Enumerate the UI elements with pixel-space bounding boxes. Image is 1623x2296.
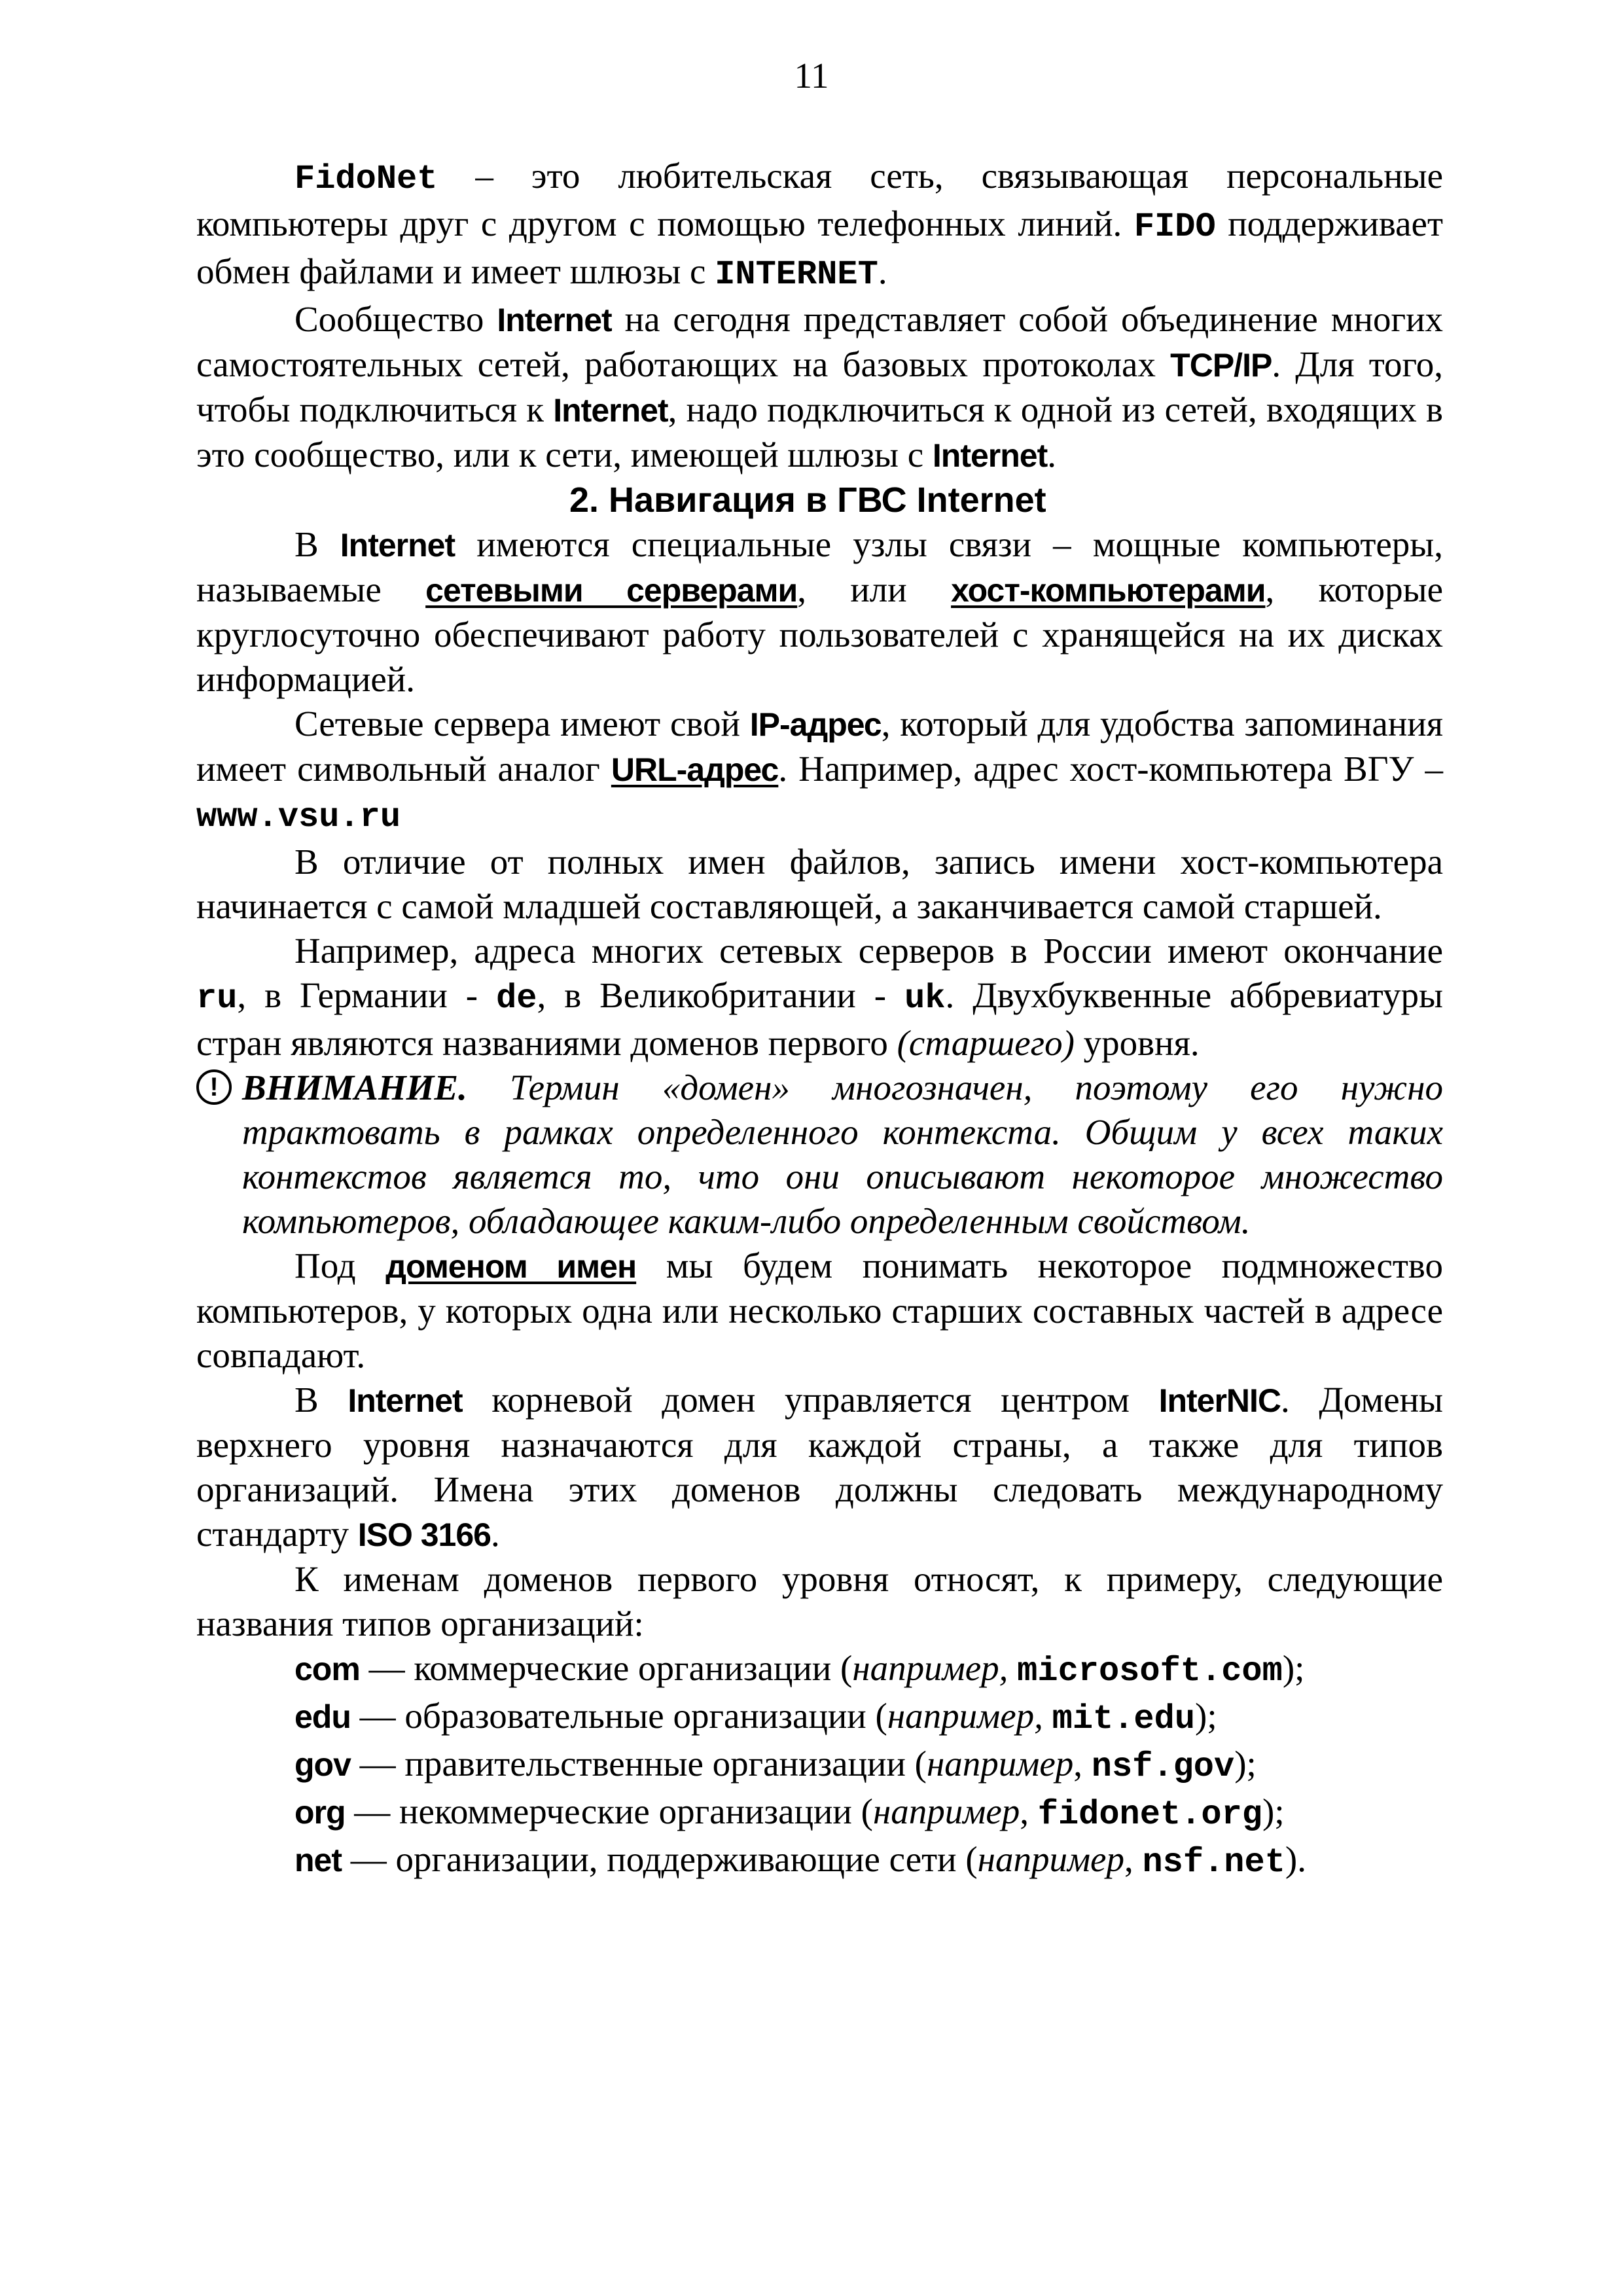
term-internet: Internet (348, 1382, 463, 1419)
term-tcpip: TCP/IP (1170, 347, 1272, 384)
list-item: com — коммерческие организации (например, microsoft.com); (294, 1648, 1305, 1691)
paragraph-fidonet: FidoNet – это любительская сеть, связывающая персональные компьютеры друг с другом с помощью телефонных линий. FIDO поддерживает обмен файлами и имеет шлюзы с INTERNET. (196, 156, 1444, 294)
warning-title: ВНИМАНИЕ. (242, 1067, 467, 1107)
term-domain-names: доменом имен (385, 1248, 637, 1285)
paragraph-country-domains: Например, адреса многих сетевых серверов в России имеют окончание ru, в Германии - de, в Великобритании - uk. Двухбуквенные аббревиатуры стран являются названиями доменов первого (старшего) уровня. (196, 931, 1444, 1063)
code-ru: ru (196, 979, 238, 1018)
paragraph-addresses: Сетевые сервера имеют свой IP-адрес, который для удобства запоминания имеет символьный аналог URL-адрес. Например, адрес хост-компьютера ВГУ – www.vsu.ru (196, 704, 1443, 836)
paragraph-domain-names: Под доменом имен мы будем понимать некоторое подмножество компьютеров, у которых одна или несколько старших составных частей в адресе совпадают. (196, 1246, 1443, 1375)
paragraph-servers: В Internet имеются специальные узлы связи – мощные компьютеры, называемые сетевыми серверами, или хост-компьютерами, которые круглосуточно обеспечивают работу пользователей с хранящейся на их дисках информацией. (196, 524, 1443, 699)
paragraph-internic: В Internet корневой домен управляется центром InterNIC. Домены верхнего уровня назначаются для каждой страны, а также для типов организаций. Имена этих доменов должны следовать международному стандарту ISO 3166. (196, 1380, 1443, 1554)
term-internet: Internet (497, 302, 612, 338)
term-url-address: URL-адрес (611, 751, 779, 788)
code-de: de (496, 979, 537, 1018)
warning-circle-icon: ! (196, 1069, 232, 1105)
term-internet: Internet (340, 527, 455, 564)
page-body (196, 154, 1443, 1885)
paragraph-host-names: В отличие от полных имен файлов, запись имени хост-компьютера начинается с самой младшей составляющей, а заканчивается самой старшей. (196, 842, 1443, 926)
page-number: 11 (794, 56, 829, 96)
term-iso: ISO 3166 (357, 1516, 491, 1553)
term-internet: Internet (932, 437, 1048, 474)
term-fidonet: FidoNet (294, 160, 438, 198)
example-vsu: www.vsu.ru (196, 798, 401, 836)
paragraph-community: Сообщество Internet на сегодня представляет собой объединение многих самостоятельных сетей, работающих на базовых протоколах TCP/IP. Для того, чтобы подключиться к Internet, надо подключиться к одной из сетей, входящих в это сообщество, или к сети, имеющей шлюзы с Internet. (196, 299, 1444, 475)
term-internet: Internet (553, 392, 668, 429)
paragraph-first-level: К именам доменов первого уровня относят, к примеру, следующие названия типов организаций: (196, 1559, 1443, 1643)
term-host-computers: хост-компьютерами (951, 572, 1266, 609)
term-internic: InterNIC (1158, 1382, 1281, 1419)
section-heading: 2. Навигация в ГВС Internet (569, 480, 1046, 520)
list-item: net — организации, поддерживающие сети (например, nsf.net). (294, 1839, 1306, 1882)
list-item: edu — образовательные организации (например, mit.edu); (294, 1696, 1217, 1738)
term-ip-address: IP-адрес (749, 706, 882, 743)
term-internet-caps: INTERNET (715, 255, 878, 294)
list-item: gov — правительственные организации (например, nsf.gov); (294, 1744, 1257, 1786)
list-item: org — некоммерческие организации (например, fidonet.org); (294, 1791, 1285, 1834)
warning-note (196, 1066, 1443, 1244)
term-senior: (старшего) (897, 1023, 1075, 1063)
domain-list (196, 1646, 1443, 1885)
term-fido: FIDO (1133, 207, 1216, 246)
warning-text: Термин «домен» многозначен, поэтому его нужно трактовать в рамках определенного контекста. Общим у всех таких контекстов является то, что они описывают некоторое множество компьютеров, обладающее каким-либо определенным свойством. (242, 1067, 1443, 1241)
code-uk: uk (904, 979, 946, 1018)
term-network-servers: сетевыми серверами (425, 572, 798, 609)
